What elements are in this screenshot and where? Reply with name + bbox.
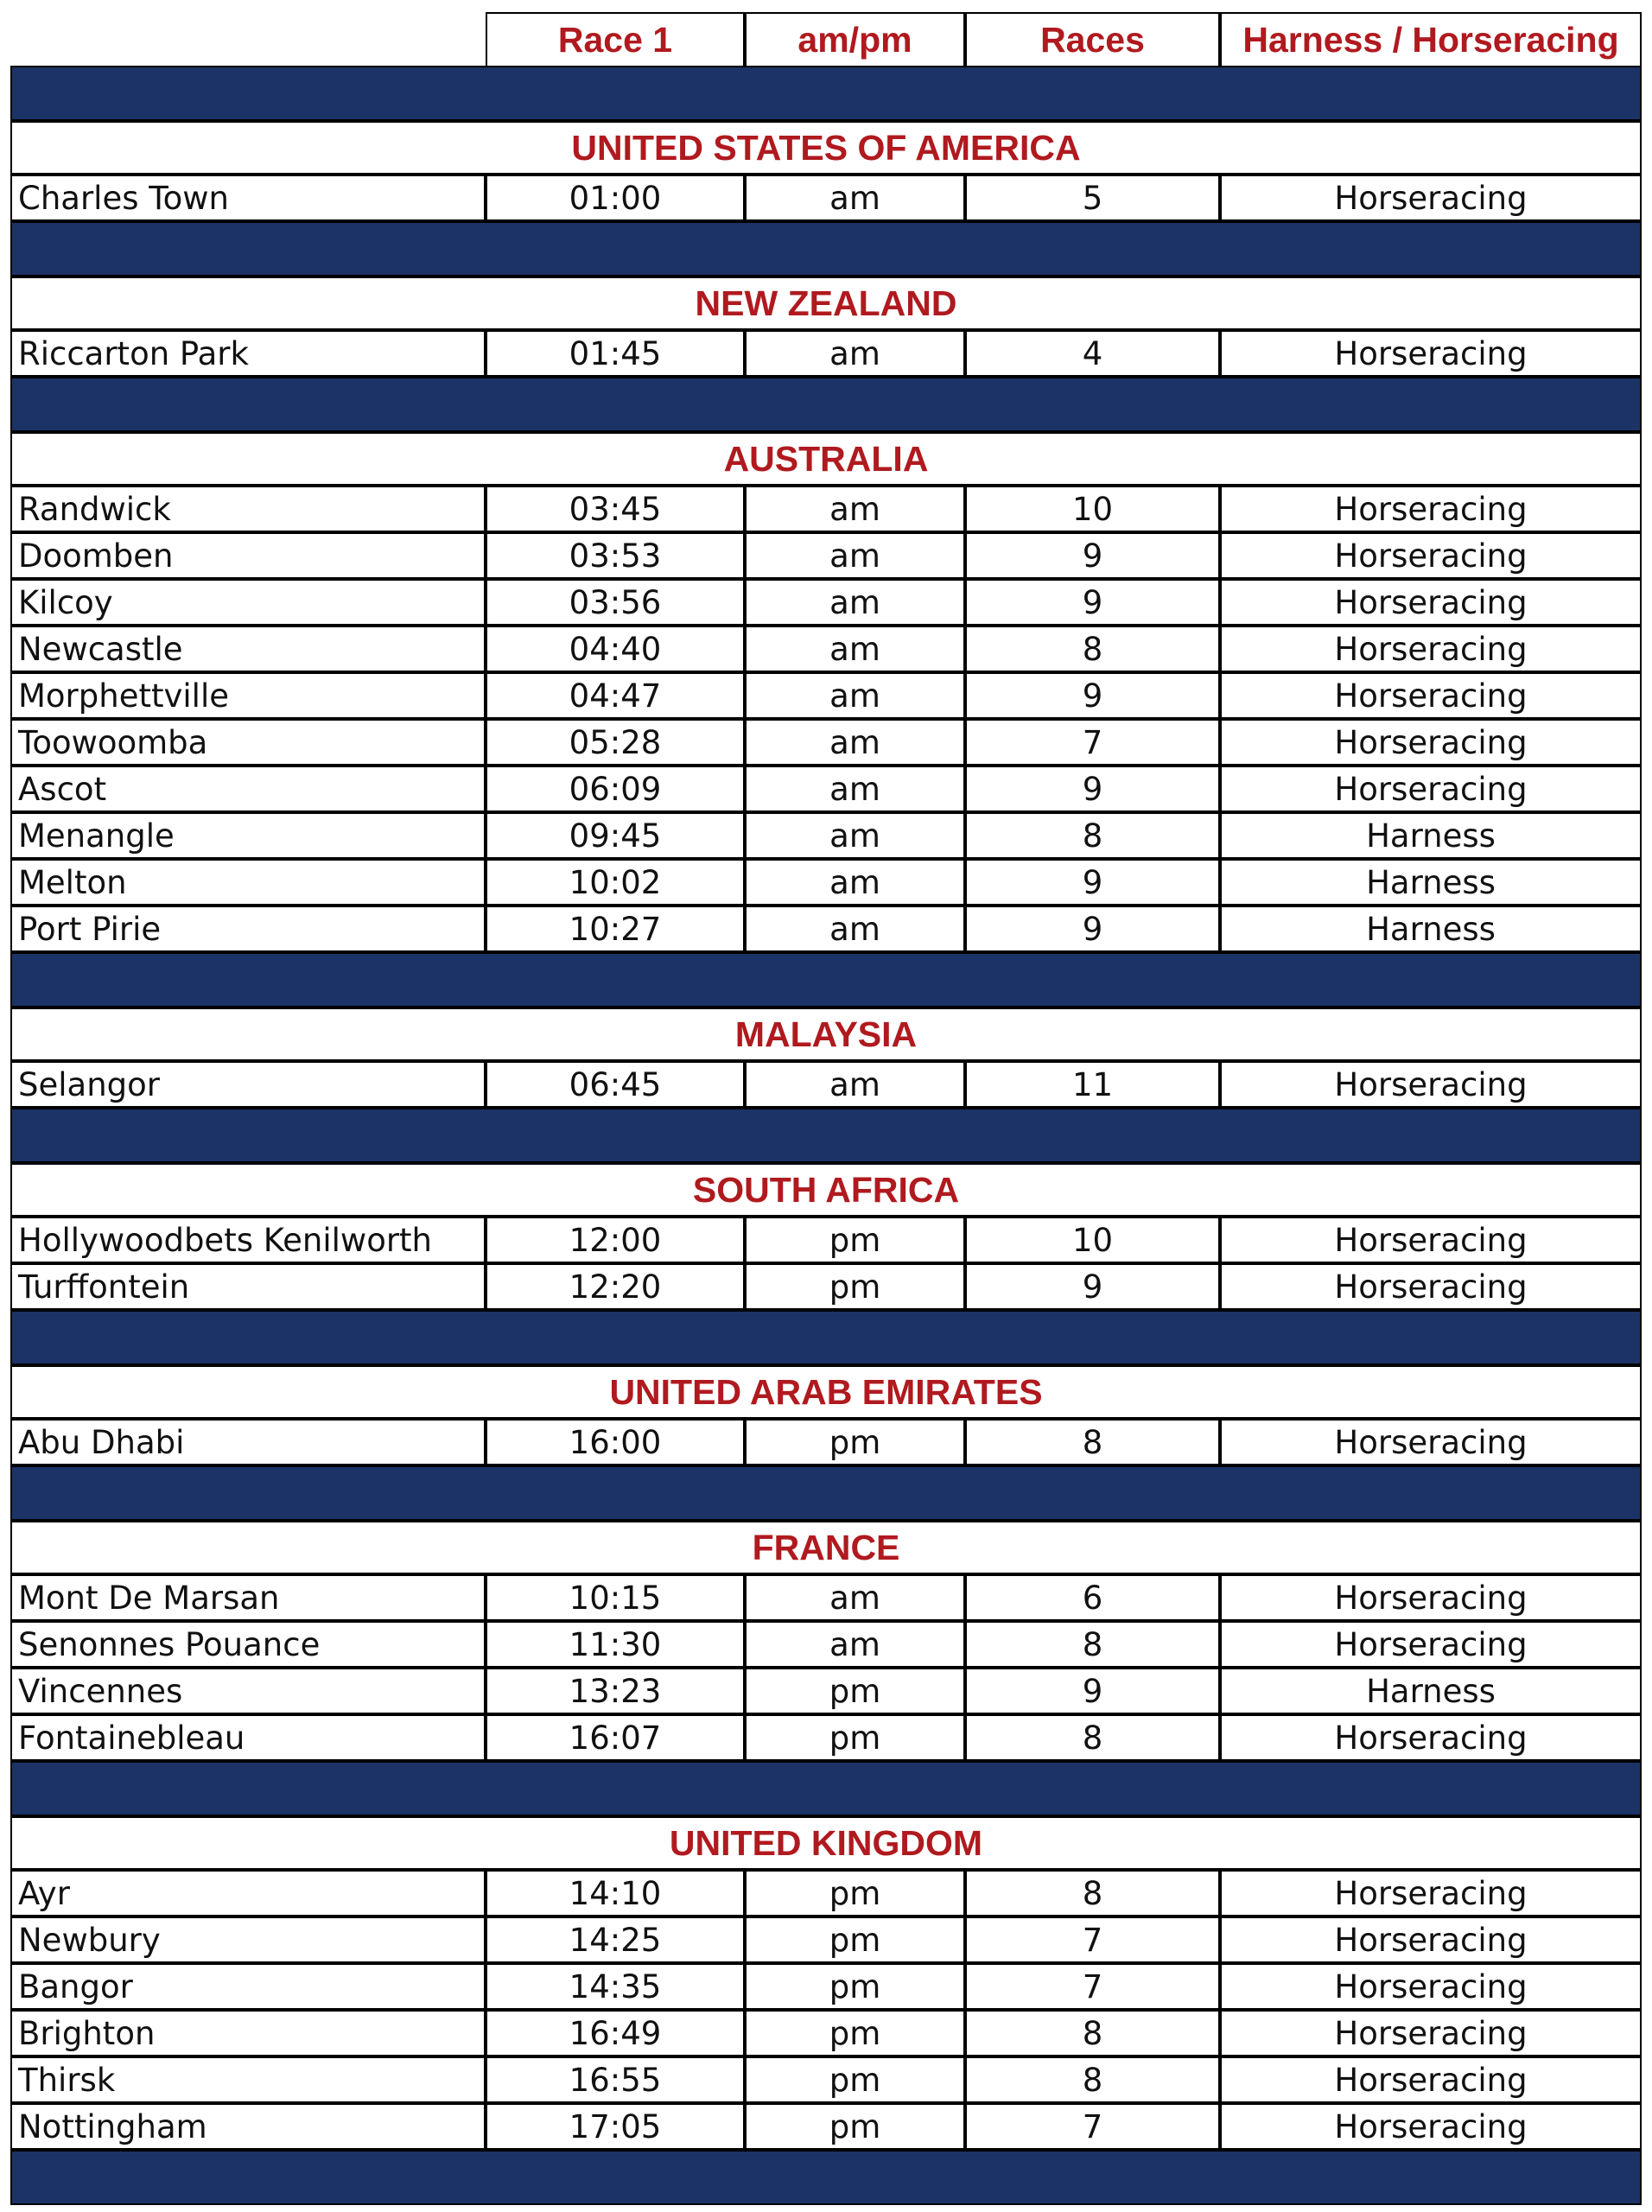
venue-cell: Senonnes Pouance bbox=[10, 1621, 486, 1668]
races-count-cell: 7 bbox=[965, 2103, 1220, 2150]
ampm-cell: pm bbox=[745, 1916, 965, 1963]
venue-cell: Vincennes bbox=[10, 1668, 486, 1714]
race-type-cell: Horseracing bbox=[1220, 579, 1642, 626]
venue-cell: Melton bbox=[10, 859, 486, 906]
ampm-cell: am bbox=[745, 330, 965, 377]
race1-time-cell: 12:20 bbox=[486, 1263, 745, 1310]
race-type-cell: Horseracing bbox=[1220, 719, 1642, 766]
section-heading: SOUTH AFRICA bbox=[10, 1163, 1642, 1217]
races-count-cell: 7 bbox=[965, 719, 1220, 766]
race-type-cell: Horseracing bbox=[1220, 1963, 1642, 2010]
race1-time-cell: 14:35 bbox=[486, 1963, 745, 2010]
ampm-cell: am bbox=[745, 486, 965, 532]
ampm-cell: pm bbox=[745, 1419, 965, 1465]
race-type-cell: Horseracing bbox=[1220, 626, 1642, 672]
race1-time-cell: 12:00 bbox=[486, 1217, 745, 1263]
races-count-cell: 6 bbox=[965, 1574, 1220, 1621]
race1-time-cell: 05:28 bbox=[486, 719, 745, 766]
race-type-cell: Harness bbox=[1220, 859, 1642, 906]
venue-cell: Turffontein bbox=[10, 1263, 486, 1310]
section-divider-bar bbox=[10, 1108, 1642, 1163]
races-count-cell: 9 bbox=[965, 579, 1220, 626]
venue-cell: Randwick bbox=[10, 486, 486, 532]
ampm-cell: am bbox=[745, 766, 965, 812]
header-races: Races bbox=[965, 12, 1220, 67]
race-type-cell: Horseracing bbox=[1220, 486, 1642, 532]
race1-time-cell: 16:07 bbox=[486, 1714, 745, 1761]
venue-cell: Brighton bbox=[10, 2010, 486, 2056]
race1-time-cell: 06:09 bbox=[486, 766, 745, 812]
venue-cell: Thirsk bbox=[10, 2056, 486, 2103]
race-type-cell: Horseracing bbox=[1220, 1574, 1642, 1621]
section-heading: UNITED ARAB EMIRATES bbox=[10, 1365, 1642, 1419]
race1-time-cell: 11:30 bbox=[486, 1621, 745, 1668]
ampm-cell: am bbox=[745, 812, 965, 859]
venue-cell: Mont De Marsan bbox=[10, 1574, 486, 1621]
races-count-cell: 8 bbox=[965, 1621, 1220, 1668]
race-type-cell: Horseracing bbox=[1220, 330, 1642, 377]
section-divider-bar bbox=[10, 66, 1642, 121]
ampm-cell: am bbox=[745, 1061, 965, 1108]
ampm-cell: pm bbox=[745, 1668, 965, 1714]
venue-cell: Doomben bbox=[10, 532, 486, 579]
race1-time-cell: 10:02 bbox=[486, 859, 745, 906]
race1-time-cell: 01:45 bbox=[486, 330, 745, 377]
race1-time-cell: 10:27 bbox=[486, 906, 745, 952]
venue-cell: Hollywoodbets Kenilworth bbox=[10, 1217, 486, 1263]
ampm-cell: am bbox=[745, 1621, 965, 1668]
venue-cell: Ayr bbox=[10, 1870, 486, 1916]
section-heading: MALAYSIA bbox=[10, 1007, 1642, 1061]
race-type-cell: Horseracing bbox=[1220, 672, 1642, 719]
race1-time-cell: 10:15 bbox=[486, 1574, 745, 1621]
race-type-cell: Horseracing bbox=[1220, 1419, 1642, 1465]
races-count-cell: 8 bbox=[965, 626, 1220, 672]
header-ampm: am/pm bbox=[745, 12, 965, 67]
ampm-cell: pm bbox=[745, 1263, 965, 1310]
venue-cell: Riccarton Park bbox=[10, 330, 486, 377]
races-count-cell: 9 bbox=[965, 532, 1220, 579]
venue-cell: Newcastle bbox=[10, 626, 486, 672]
race1-time-cell: 13:23 bbox=[486, 1668, 745, 1714]
ampm-cell: pm bbox=[745, 2010, 965, 2056]
ampm-cell: am bbox=[745, 859, 965, 906]
race1-time-cell: 16:49 bbox=[486, 2010, 745, 2056]
race-type-cell: Horseracing bbox=[1220, 766, 1642, 812]
venue-cell: Toowoomba bbox=[10, 719, 486, 766]
ampm-cell: pm bbox=[745, 1963, 965, 2010]
races-count-cell: 8 bbox=[965, 2056, 1220, 2103]
race-type-cell: Harness bbox=[1220, 812, 1642, 859]
race-type-cell: Harness bbox=[1220, 906, 1642, 952]
ampm-cell: am bbox=[745, 175, 965, 221]
venue-cell: Bangor bbox=[10, 1963, 486, 2010]
races-count-cell: 11 bbox=[965, 1061, 1220, 1108]
race1-time-cell: 16:00 bbox=[486, 1419, 745, 1465]
race1-time-cell: 04:47 bbox=[486, 672, 745, 719]
venue-cell: Kilcoy bbox=[10, 579, 486, 626]
ampm-cell: pm bbox=[745, 2056, 965, 2103]
venue-cell: Ascot bbox=[10, 766, 486, 812]
venue-cell: Nottingham bbox=[10, 2103, 486, 2150]
race-type-cell: Horseracing bbox=[1220, 1714, 1642, 1761]
section-divider-bar bbox=[10, 2150, 1642, 2205]
race1-time-cell: 14:10 bbox=[486, 1870, 745, 1916]
race1-time-cell: 14:25 bbox=[486, 1916, 745, 1963]
ampm-cell: am bbox=[745, 672, 965, 719]
race1-time-cell: 06:45 bbox=[486, 1061, 745, 1108]
venue-cell: Morphettville bbox=[10, 672, 486, 719]
venue-cell: Abu Dhabi bbox=[10, 1419, 486, 1465]
race-type-cell: Horseracing bbox=[1220, 2103, 1642, 2150]
races-count-cell: 7 bbox=[965, 1963, 1220, 2010]
race-type-cell: Horseracing bbox=[1220, 532, 1642, 579]
race1-time-cell: 17:05 bbox=[486, 2103, 745, 2150]
section-heading: UNITED KINGDOM bbox=[10, 1816, 1642, 1870]
race1-time-cell: 16:55 bbox=[486, 2056, 745, 2103]
races-count-cell: 8 bbox=[965, 812, 1220, 859]
races-count-cell: 8 bbox=[965, 1714, 1220, 1761]
venue-cell: Charles Town bbox=[10, 175, 486, 221]
race-type-cell: Harness bbox=[1220, 1668, 1642, 1714]
section-divider-bar bbox=[10, 221, 1642, 276]
header-type: Harness / Horseracing bbox=[1220, 12, 1642, 67]
race-type-cell: Horseracing bbox=[1220, 1621, 1642, 1668]
venue-cell: Selangor bbox=[10, 1061, 486, 1108]
races-count-cell: 10 bbox=[965, 1217, 1220, 1263]
ampm-cell: pm bbox=[745, 1870, 965, 1916]
section-heading: FRANCE bbox=[10, 1521, 1642, 1574]
race1-time-cell: 03:53 bbox=[486, 532, 745, 579]
race-type-cell: Horseracing bbox=[1220, 175, 1642, 221]
race-type-cell: Horseracing bbox=[1220, 1916, 1642, 1963]
header-race1: Race 1 bbox=[486, 12, 745, 67]
race-type-cell: Horseracing bbox=[1220, 1870, 1642, 1916]
section-heading: NEW ZEALAND bbox=[10, 276, 1642, 330]
race-type-cell: Horseracing bbox=[1220, 1061, 1642, 1108]
races-count-cell: 8 bbox=[965, 1870, 1220, 1916]
race-type-cell: Horseracing bbox=[1220, 1217, 1642, 1263]
race-type-cell: Horseracing bbox=[1220, 1263, 1642, 1310]
race-type-cell: Horseracing bbox=[1220, 2010, 1642, 2056]
race-type-cell: Horseracing bbox=[1220, 2056, 1642, 2103]
races-count-cell: 9 bbox=[965, 672, 1220, 719]
races-count-cell: 9 bbox=[965, 766, 1220, 812]
ampm-cell: am bbox=[745, 1574, 965, 1621]
ampm-cell: am bbox=[745, 532, 965, 579]
race1-time-cell: 03:45 bbox=[486, 486, 745, 532]
ampm-cell: pm bbox=[745, 1714, 965, 1761]
venue-cell: Newbury bbox=[10, 1916, 486, 1963]
race1-time-cell: 09:45 bbox=[486, 812, 745, 859]
ampm-cell: am bbox=[745, 906, 965, 952]
races-count-cell: 9 bbox=[965, 1668, 1220, 1714]
ampm-cell: am bbox=[745, 579, 965, 626]
race1-time-cell: 04:40 bbox=[486, 626, 745, 672]
section-divider-bar bbox=[10, 377, 1642, 432]
section-divider-bar bbox=[10, 952, 1642, 1007]
races-count-cell: 4 bbox=[965, 330, 1220, 377]
races-count-cell: 8 bbox=[965, 1419, 1220, 1465]
races-count-cell: 9 bbox=[965, 906, 1220, 952]
section-heading: AUSTRALIA bbox=[10, 432, 1642, 486]
section-heading: UNITED STATES OF AMERICA bbox=[10, 121, 1642, 175]
section-divider-bar bbox=[10, 1310, 1642, 1365]
races-count-cell: 8 bbox=[965, 2010, 1220, 2056]
ampm-cell: pm bbox=[745, 2103, 965, 2150]
ampm-cell: am bbox=[745, 626, 965, 672]
races-count-cell: 5 bbox=[965, 175, 1220, 221]
race1-time-cell: 03:56 bbox=[486, 579, 745, 626]
venue-cell: Menangle bbox=[10, 812, 486, 859]
races-count-cell: 9 bbox=[965, 859, 1220, 906]
section-divider-bar bbox=[10, 1761, 1642, 1816]
venue-cell: Fontainebleau bbox=[10, 1714, 486, 1761]
section-divider-bar bbox=[10, 1465, 1642, 1521]
ampm-cell: am bbox=[745, 719, 965, 766]
ampm-cell: pm bbox=[745, 1217, 965, 1263]
races-count-cell: 10 bbox=[965, 486, 1220, 532]
races-count-cell: 9 bbox=[965, 1263, 1220, 1310]
race1-time-cell: 01:00 bbox=[486, 175, 745, 221]
venue-cell: Port Pirie bbox=[10, 906, 486, 952]
races-count-cell: 7 bbox=[965, 1916, 1220, 1963]
